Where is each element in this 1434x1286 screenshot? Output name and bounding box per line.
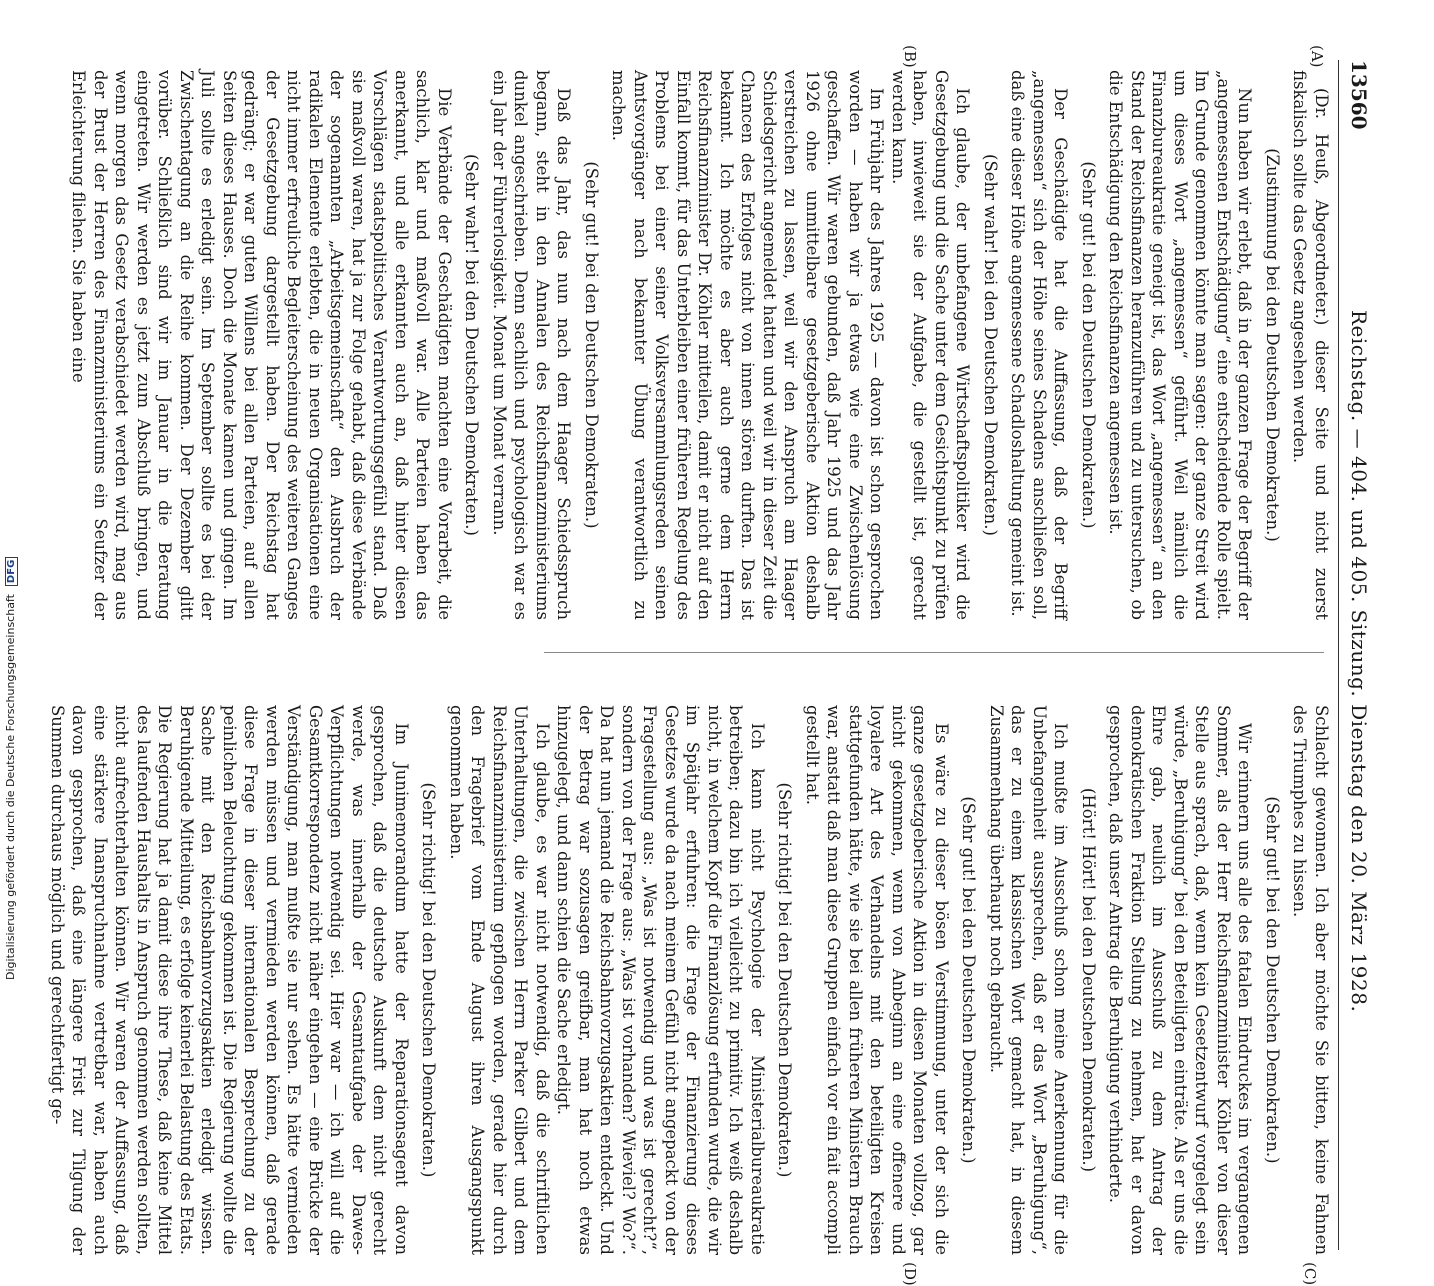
right-column [48,705,1332,1255]
left-interjection: (Sehr gut! bei den Deutschen Demokraten.) [1079,161,1098,529]
left-interjection: (Sehr wahr! bei den Deutschen Demokraten.) [981,154,1000,536]
right-paragraph: Schlacht gewonnen. Ich aber möchte Sie bitten, keine Fahnen des Triumphes zu hissen. [1290,705,1331,1255]
left-paragraph: Ich glaube, der unbefangene Wirtschaftspolitiker wird die Gesetzgebung und die Sache unter dem Gesichtspunkt zu prüfen haben, inwieweit sie der Aufgabe, die gestellt ist, gerecht werden kann. [889,70,973,620]
left-interjection: (Zustimmung bei den Deutschen Demokraten.) [1263,148,1282,542]
right-interjection: (Sehr gut! bei den Deutschen Demokraten.) [1263,796,1282,1164]
left-paragraph: Im Frühjahr des Jahres 1925 — davon ist schon gesprochen worden — haben wir ja etwas wie eine Zwischenlösung geschaffen. Wir waren gebunden, daß Jahr 1925 und das Jahr 1926 ohne unmittelbare gesetzgeberische Aktion deshalb verstreichen zu lassen, weil wir den Anspruch am Haager Schiedsgericht angemeldet hatten und weil wir in dieser Zeit die Chancen des Erfolges nicht von innen stören durften. Das ist bekannt. Ich möchte es aber auch gerne dem Herrn Reichsfinanzminister Dr. Köhler mitteilen, damit er nicht auf den Einfall kommt, für das Unterbleiben einer früheren Regelung des Problems bei einer seiner Volksversammlungsreden seinen Amtsvorgänger nach bekannter Übung verantwortlich zu machen. [609,70,887,620]
margin-mark-d: (D) [901,1262,919,1286]
left-paragraph: Die Verbände der Geschädigten machten eine Vorarbeit, die sachlich, klar und maßvoll war. Alle Parteien haben das anerkannt, und alle erkannten auch an, daß hinter diesen Vorschlägen staatspolitisches Verantwortungsgefühl stand. Daß sie maßvoll waren, hat ja zur Folge gehabt, daß diese Verbände der sogenannten „Arbeitsgemeinschaft“ den Ausbruch der radikalen Elemente erlebten, die in neuen Organisationen eine nicht immer erfreuliche Begleiterscheinung des weiteren Ganges der Gesetzgebung dargestellt haben. Der Reichstag hat gedrängt; er war guten Willens bei allen Parteien, auf allen Seiten dieses Hauses. Doch die Monate kamen und gingen. Im Juli sollte es erledigt sein. Im September sollte es bei der Zwischentagung an die Reihe kommen. Der Dezember glitt vorüber. Schließlich sind wir im Januar in die Beratung eingetreten. Wir werden es jetzt zum Abschluß bringen, und wenn morgen das Gesetz verabschiedet werden wird, mag aus der Brust der Herren des Finanzministeriums ein Seufzer der Erleichterung fliehen. Sie haben eine [69,70,454,620]
page-number: 13560 [1347,60,1371,130]
column-divider [544,652,1324,653]
right-interjection: (Hört! Hört! bei den Deutschen Demokraten.) [1079,787,1098,1173]
margin-mark-b: (B) [901,45,919,68]
right-paragraph: Wir erinnern uns alle des fatalen Eindruckes im vergangenen Sommer, als der Herr Reichsfinanzminister Köhler von dieser Stelle aus sprach, daß, wenn kein Gesetzentwurf vorgelegt sein würde, „Beruhigung“ bei den Beteiligten einträte. Als er uns die Ehre gab, neulich im Ausschuß zu dem Antrag der demokratischen Fraktion Stellung zu nehmen, hat er davon gesprochen, daß unser Antrag die Beruhigung verhinderte. [1106,705,1255,1255]
footer-text-wrap [4,557,18,980]
right-paragraph: Es wäre zu dieser bösen Verstimmung, unter der sich die ganze gesetzgeberische Aktion in diesen Monaten vollzog, gar nicht gekommen, wenn von Anbeginn an eine offenere und loyalere Art des Verhandelns mit den beteiligten Kreisen stattgefunden hätte, wie sie bei allen früheren Ministern Brauch war, anstatt daß man diese Gruppen einfach vor ein fait accompli gestellt hat. [803,705,951,1255]
right-interjection: (Sehr gut! bei den Deutschen Demokraten.) [959,796,979,1164]
right-paragraph: Ich kann nicht Psychologie der Ministerialbureaukratie betreiben; dazu bin ich vielleicht zu primitiv. Ich weiß deshalb nicht, in welchem Kopf die Finanzlösung erfunden wurde, die wir im Spätjahr erfuhren: die Frage der Finanzierung dieses Gesetzes wurde da nach meinem Gefühl nicht angepackt von der Fragestellung aus: „Was ist notwendig und was ist gerecht?“, sondern von der Frage aus: „Was ist vorhanden? Wieviel? Wo?“. Da hat nun jemand die Reichsbahnvorzugsaktien entdeckt. Und der Betrag war sozusagen greifbar, man hat noch etwas hinzugelegt, und dann schien die Sache erledigt. [554,705,767,1255]
right-paragraph: Im Junimemorandum hatte der Reparationsagent davon gesprochen, daß die deutsche Auskunft dem nicht gerecht werde, was innerhalb der Gesamtaufgabe der Dawes-Verpflichtungen notwendig sei. Hier war — ich will auf die Gesamtkorrespondenz nicht näher eingehen — eine Brücke der Verständigung, man mußte sie nur sehen. Es hätte vermieden werden müssen und vermieden werden können, daß gerade diese Frage in dieser internationalen Besprechung zu der peinlichen Beleuchtung gekommen ist. Die Regierung wollte die Sache mit den Reichsbahnvorzugsaktien erledigt wissen. Beruhigende Mitteilung, es erfolge keinerlei Belastung des Etats. Die Regierung hat ja damit diese ihre These, daß keine Mittel des laufenden Haushalts in Anspruch genommen werden sollten, nicht aufrechterhalten können. Wir waren der Auffassung, daß eine stärkere Inanspruchnahme vertretbar war, haben auch davon gesprochen, daß eine längere Frist zur Tilgung der Summen durchaus möglich und gerechtfertigt ge- [48,705,411,1255]
left-paragraph: Nun haben wir erlebt, daß in der ganzen Frage der Begriff der „angemessenen Entschädigung“ eine entscheidende Rolle spielt. Im Grunde genommen könnte man sagen: der ganze Streit wird um dieses Wort „angemessen“ geführt. Weil nämlich die Finanzbureaukratie geneigt ist, das Wort „angemessen“ an den Stand der Reichsfinanzen heranzuführen und zu untersuchen, ob die Entschädigung den Reichsfinanzen angemessen ist. [1106,70,1255,620]
left-interjection: (Sehr wahr! bei den Deutschen Demokraten.) [462,154,482,536]
left-column [69,70,1332,620]
left-paragraph: Daß das Jahr, das nun nach dem Haager Schiedsspruch begann, steht in den Annalen des Reichsfinanzministeriums dunkel angeschrieben. Denn sachlich und psychologisch war es ein Jahr der Führerlosigkeit. Monat um Monat verrann. [490,70,574,620]
margin-mark-a: (A) [1308,45,1326,68]
footer-credit: Digitalisierung gefördert durch die Deutsche Forschungsgemeinschaft [4,594,17,980]
right-paragraph: Ich glaube, es war nicht notwendig, daß die schriftlichen Unterhaltungen, die zwischen Herrn Parker Gilbert und dem Reichsfinanzministerium gepflogen worden, gerade hier durch den Fragebrief vom Ende August ihren Ausgangspunkt genommen haben. [447,705,552,1255]
margin-mark-c: (C) [1301,1262,1319,1286]
right-interjection: (Sehr richtig! bei den Deutschen Demokraten.) [419,782,439,1178]
left-interjection: (Sehr gut! bei den Deutschen Demokraten.) [582,161,601,529]
left-paragraph: (Dr. Heuß, Abgeordneter.) dieser Seite und nicht zuerst fiskalisch sollte das Gesetz angesehen werden. [1290,70,1331,620]
page-header [1338,60,1379,1250]
page-title: Reichstag. — 404. und 405. Sitzung. Dienstag den 20. März 1928. [1347,310,1371,1013]
left-paragraph: Der Geschädigte hat die Auffassung, daß der Begriff „angemessen“ sich der Höhe seines Schadens anschließen soll, daß eine dieser Höhe angemessene Schadloshaltung gemeint ist. [1008,70,1071,620]
right-interjection: (Sehr richtig! bei den Deutschen Demokraten.) [775,782,795,1178]
right-paragraph: Ich mußte im Ausschuß schon meine Anerkennung für die Unbefangenheit aussprechen, daß er das Wort „Beruhigung“, das er zu einem klassischen Wort gemacht hat, in diesem Zusammenhang überhaupt noch gebraucht. [987,705,1071,1255]
digitization-footer [0,0,24,1000]
dfg-logo: DFG [5,557,18,586]
